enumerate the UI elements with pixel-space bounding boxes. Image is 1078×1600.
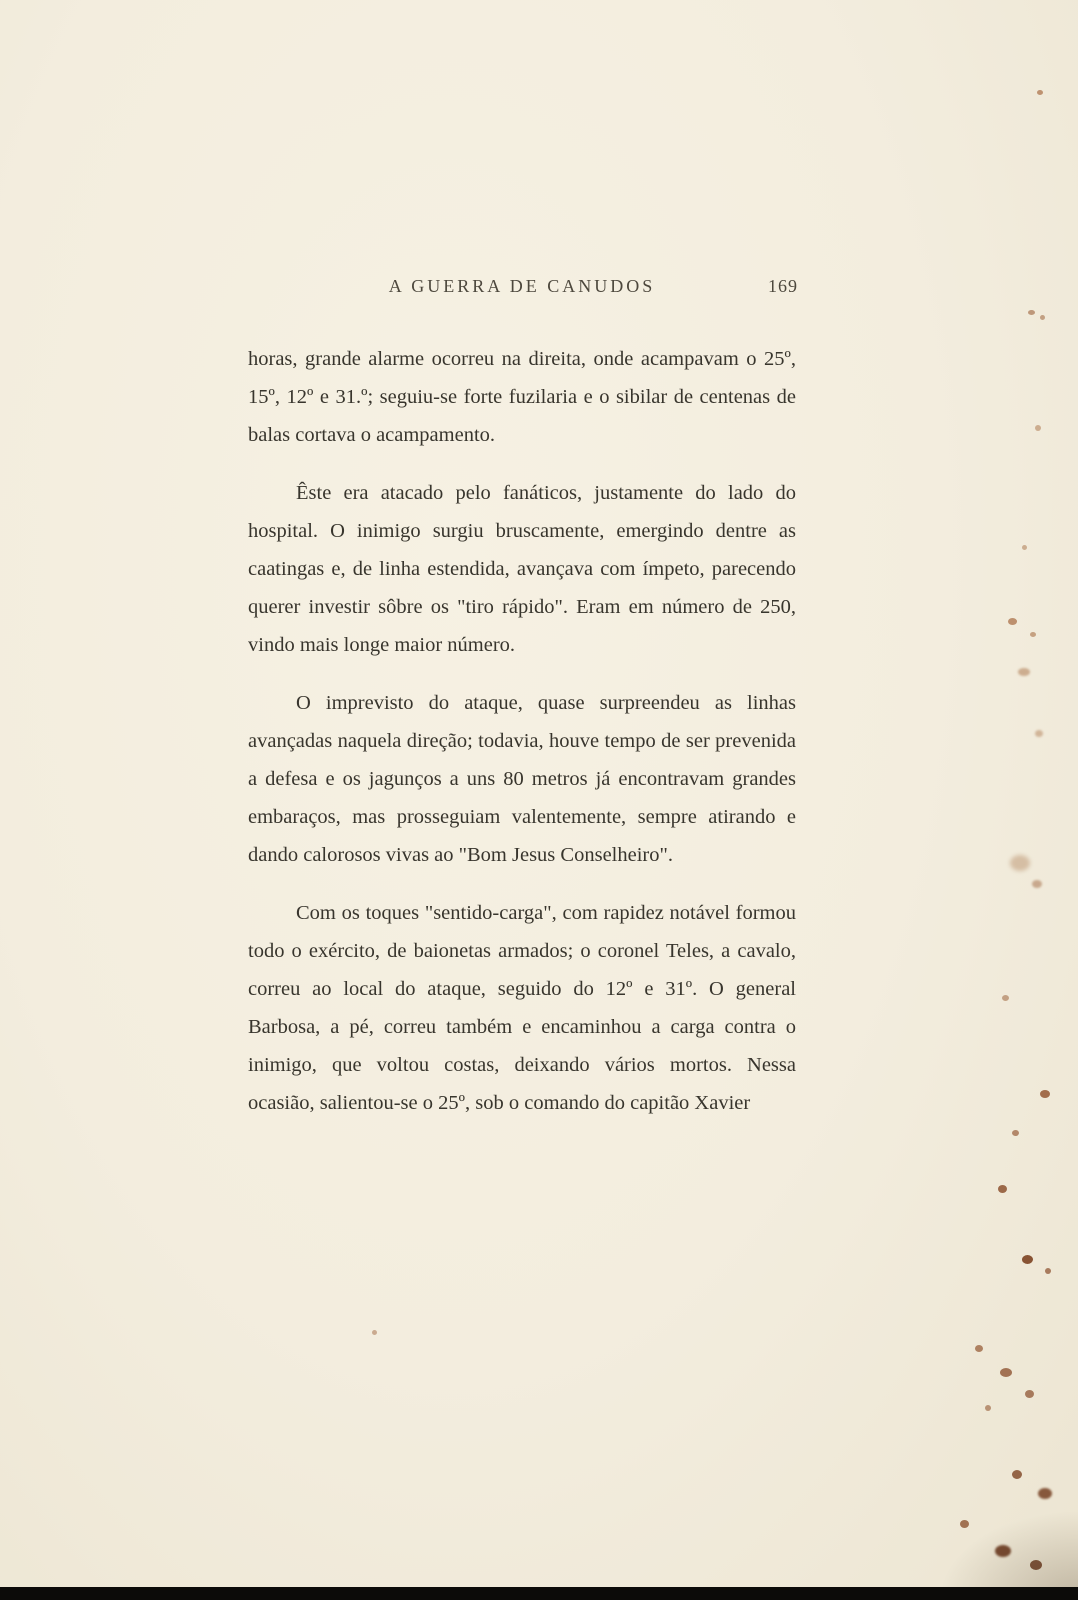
running-header bbox=[248, 276, 796, 306]
ink-stain bbox=[1000, 1368, 1012, 1377]
ink-stain bbox=[1012, 1470, 1022, 1479]
body-text bbox=[248, 340, 796, 1122]
paragraph: O imprevisto do ataque, quase surpreendeu as linhas avançadas naquela direção; todavia, houve tempo de ser prevenida a defesa e os jagunços a uns 80 metros já encontravam grandes embaraços, mas prosseguiam valentemente, sempre atirando e dando calorosos vivas ao "Bom Jesus Conselheiro". bbox=[248, 692, 796, 866]
ink-stain bbox=[1032, 880, 1042, 888]
ink-stain bbox=[1040, 315, 1045, 320]
ink-stain bbox=[1028, 310, 1035, 315]
page-title: A GUERRA DE CANUDOS bbox=[388, 276, 656, 296]
ink-stain bbox=[995, 1545, 1011, 1557]
ink-stain bbox=[1030, 1560, 1042, 1570]
ink-stain bbox=[960, 1520, 969, 1528]
scan-edge-bar bbox=[0, 1587, 1078, 1600]
ink-stain bbox=[1008, 618, 1017, 625]
ink-stain bbox=[1035, 425, 1041, 431]
page-number: 169 bbox=[768, 276, 798, 296]
ink-stain bbox=[1030, 632, 1036, 637]
paragraph: Êste era atacado pelo fanáticos, justamente do lado do hospital. O inimigo surgiu bruscamente, emergindo dentre as caatingas e, de linha estendida, avançava com ímpeto, parecendo querer investir sôbre os "tiro rápido". Eram em número de 250, vindo mais longe maior número. bbox=[248, 482, 796, 656]
ink-stain bbox=[1022, 1255, 1033, 1264]
ink-stain bbox=[1010, 855, 1030, 871]
paragraph: Com os toques "sentido-carga", com rapidez notável formou todo o exército, de baionetas armados; o coronel Teles, a cavalo, correu ao local do ataque, seguido do 12º e 31º. O general Barbosa, a pé, correu também e encaminhou a carga contra o inimigo, que voltou costas, deixando vários mortos. Nessa ocasião, salientou-se o 25º, sob o comando do capitão Xavier bbox=[248, 902, 796, 1114]
ink-stain bbox=[372, 1330, 377, 1335]
paragraph: horas, grande alarme ocorreu na direita, onde acampavam o 25º, 15º, 12º e 31.º; seguiu-se forte fuzilaria e o sibilar de centenas de balas cortava o acampamento. bbox=[248, 348, 796, 446]
ink-stain bbox=[1040, 1090, 1050, 1098]
ink-stain bbox=[1035, 730, 1043, 737]
ink-stain bbox=[1045, 1268, 1051, 1274]
ink-stain bbox=[1002, 995, 1009, 1001]
ink-stain bbox=[1012, 1130, 1019, 1136]
ink-stain bbox=[975, 1345, 983, 1352]
text-column bbox=[248, 276, 796, 1142]
ink-stain bbox=[1038, 1488, 1052, 1499]
ink-stain bbox=[1037, 90, 1043, 95]
ink-stain bbox=[998, 1185, 1007, 1193]
ink-stain bbox=[1018, 668, 1030, 676]
ink-stain bbox=[1022, 545, 1027, 550]
ink-stain bbox=[1025, 1390, 1034, 1398]
ink-stain bbox=[985, 1405, 991, 1411]
